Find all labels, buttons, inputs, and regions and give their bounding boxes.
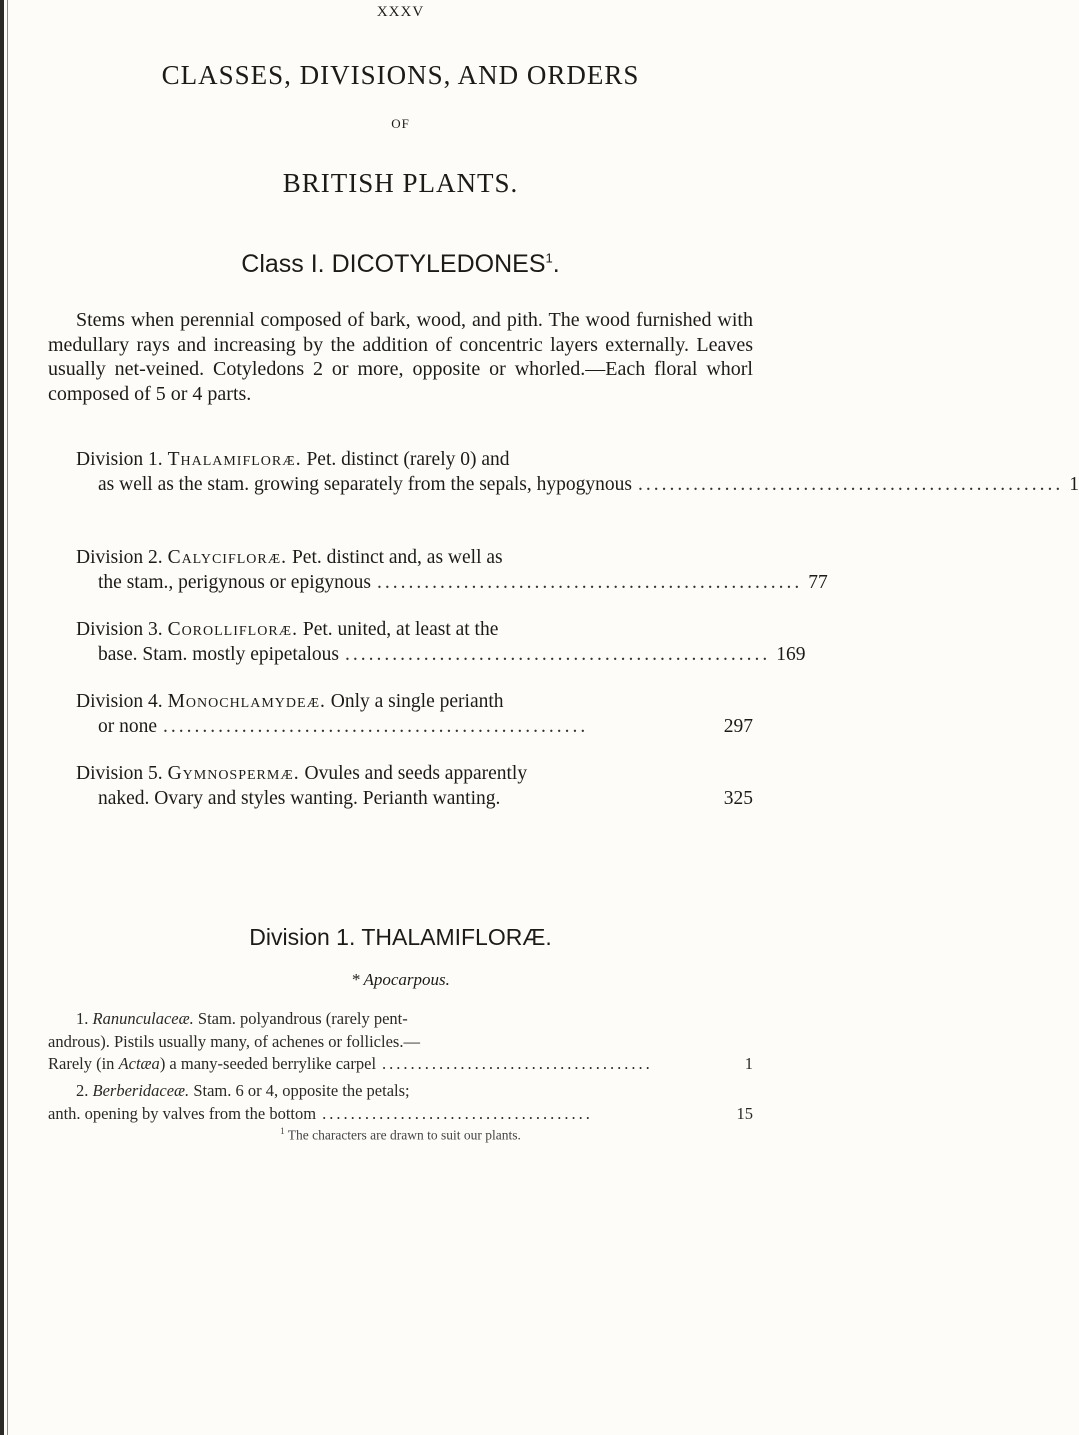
division-page: 325 bbox=[723, 787, 753, 809]
leader-dots: ...................................................... bbox=[376, 571, 803, 593]
family-desc-line: androus). Pistils usually many, of achenes or follicles.— bbox=[48, 1031, 420, 1051]
division-desc-cont: naked. Ovary and styles wanting. Perianth wanting. bbox=[98, 787, 501, 809]
footnote-mark: 1 bbox=[280, 1126, 285, 1136]
division-page: 297 bbox=[723, 715, 753, 737]
division-label: Division 4. bbox=[76, 691, 163, 712]
family-desc-pre: Rarely (in bbox=[48, 1054, 119, 1073]
footnote bbox=[48, 1126, 753, 1144]
genus-name: Actæa bbox=[118, 1054, 160, 1073]
page-subtitle: BRITISH PLANTS. bbox=[282, 168, 519, 198]
family-desc: Stam. 6 or 4, opposite the petals; bbox=[193, 1081, 410, 1100]
division-entry bbox=[48, 690, 753, 739]
division-desc: Only a single perianth bbox=[330, 691, 504, 712]
title-connector: OF bbox=[391, 116, 410, 131]
division-page: 77 bbox=[808, 571, 828, 593]
page-numeral: XXXV bbox=[376, 4, 425, 20]
division-desc-cont: base. Stam. mostly epipetalous bbox=[98, 643, 340, 665]
family-entry bbox=[48, 1008, 753, 1076]
division-name: Gymnospermæ. bbox=[167, 763, 300, 784]
class-heading-text: Class I. DICOTYLEDONES bbox=[241, 250, 546, 278]
division-label: Division 3. bbox=[76, 619, 163, 640]
leader-dots: ...................................... bbox=[382, 1054, 653, 1073]
division-label: Division 1. bbox=[76, 449, 163, 470]
division-entry bbox=[48, 448, 1079, 497]
division-heading: Division 1. THALAMIFLORÆ. bbox=[249, 924, 552, 950]
family-entry bbox=[48, 1080, 753, 1125]
division-desc-cont: as well as the stam. growing separately from the sepals, hypogynous bbox=[98, 473, 632, 495]
family-name: Berberidaceæ. bbox=[92, 1081, 190, 1100]
footnote-reference: 1 bbox=[545, 250, 553, 266]
family-desc: Stam. polyandrous (rarely pent- bbox=[197, 1009, 408, 1028]
division-page: 1 bbox=[1069, 473, 1079, 495]
page-title: CLASSES, DIVISIONS, AND ORDERS bbox=[161, 60, 640, 90]
family-desc-post: ) a many-seeded berrylike carpel bbox=[159, 1054, 377, 1073]
subgroup-heading: * Apocarpous. bbox=[351, 970, 450, 989]
division-name: Thalamifloræ. bbox=[167, 449, 302, 470]
division-entry bbox=[48, 762, 753, 811]
class-heading-suffix: . bbox=[552, 250, 560, 278]
page-spine-line bbox=[7, 0, 8, 1435]
division-desc: Pet. distinct (rarely 0) and bbox=[306, 449, 510, 470]
footnote-text: The characters are drawn to suit our plants. bbox=[287, 1127, 521, 1143]
division-page: 169 bbox=[776, 643, 806, 665]
page-spine-edge bbox=[0, 0, 4, 1435]
division-entry bbox=[48, 618, 806, 667]
class-heading bbox=[48, 250, 753, 279]
family-number: 2. bbox=[76, 1081, 89, 1100]
leader-dots: ...................................................... bbox=[163, 715, 589, 737]
division-name: Corollifloræ. bbox=[167, 619, 299, 640]
class-description bbox=[48, 308, 753, 406]
leader-dots: ...................................................... bbox=[345, 643, 771, 665]
family-name: Ranunculaceæ. bbox=[92, 1009, 194, 1028]
division-name: Calycifloræ. bbox=[167, 547, 288, 568]
division-desc: Pet. distinct and, as well as bbox=[291, 547, 503, 568]
class-description-text: Stems when perennial composed of bark, wood, and pith. The wood furnished with medullary rays and increasing by the addition of concentric layers externally. Leaves usually net-veined. Cotyledons 2 or more, opposite or whorled.—Each floral whorl composed of 5 or 4 parts. bbox=[48, 309, 753, 405]
family-page: 15 bbox=[736, 1103, 753, 1123]
division-desc-cont: or none bbox=[98, 715, 158, 737]
leader-dots: ...................................................... bbox=[637, 473, 1064, 495]
division-desc: Pet. united, at least at the bbox=[302, 619, 499, 640]
family-page: 1 bbox=[744, 1054, 753, 1073]
division-label: Division 5. bbox=[76, 763, 163, 784]
division-name: Monochlamydeæ. bbox=[167, 691, 326, 712]
division-desc: Ovules and seeds apparently bbox=[304, 763, 528, 784]
division-desc-cont: the stam., perigynous or epigynous bbox=[98, 571, 371, 593]
family-number: 1. bbox=[76, 1009, 89, 1028]
family-desc-line: anth. opening by valves from the bottom bbox=[48, 1103, 317, 1123]
division-label: Division 2. bbox=[76, 547, 163, 568]
division-entry bbox=[48, 546, 828, 595]
leader-dots: ...................................... bbox=[322, 1103, 593, 1123]
